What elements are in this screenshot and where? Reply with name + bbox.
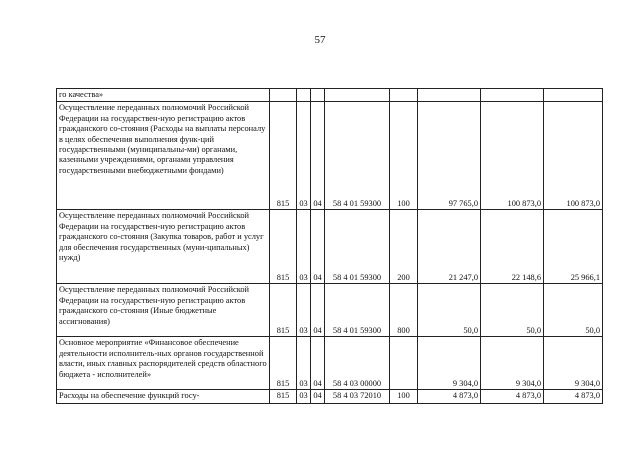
vr-cell: 100	[390, 390, 418, 403]
year1-amount-cell: 9 304,0	[418, 337, 481, 390]
year2-amount-cell: 4 873,0	[481, 390, 544, 403]
row-name-cell: Осуществление переданных полномочий Российской Федерации на государствен-ную регистрацию актов гражданского со-стояния (Закупка товаров, работ и услуг для обеспечения государственных (муни-ципальных) нужд)	[57, 210, 270, 284]
row-name-cell: Осуществление переданных полномочий Российской Федерации на государствен-ную регистрацию актов гражданского со-стояния (Иные бюджетные ассигнования)	[57, 284, 270, 337]
vr-cell	[390, 337, 418, 390]
row-name-cell: го качества»	[57, 89, 270, 102]
year2-amount-cell: 100 873,0	[481, 102, 544, 210]
year3-amount-cell: 100 873,0	[544, 102, 603, 210]
csr-cell: 58 4 03 72010	[325, 390, 390, 403]
table-row	[57, 210, 603, 284]
row-name-cell: Расходы на обеспечение функций госу-	[57, 390, 270, 403]
rz-cell: 03	[297, 284, 311, 337]
year1-amount-cell: 97 765,0	[418, 102, 481, 210]
year2-amount-cell	[481, 89, 544, 102]
year3-amount-cell: 50,0	[544, 284, 603, 337]
gr-cell: 815	[270, 210, 297, 284]
rz-cell: 03	[297, 210, 311, 284]
year2-amount-cell: 9 304,0	[481, 337, 544, 390]
table-row	[57, 337, 603, 390]
pr-cell: 04	[311, 102, 325, 210]
pr-cell: 04	[311, 337, 325, 390]
vr-cell: 200	[390, 210, 418, 284]
gr-cell: 815	[270, 390, 297, 403]
page-number: 57	[314, 34, 326, 46]
table-row	[57, 284, 603, 337]
vr-cell	[390, 89, 418, 102]
pr-cell: 04	[311, 390, 325, 403]
csr-cell: 58 4 03 00000	[325, 337, 390, 390]
year2-amount-cell: 50,0	[481, 284, 544, 337]
gr-cell: 815	[270, 284, 297, 337]
vr-cell: 100	[390, 102, 418, 210]
year1-amount-cell: 50,0	[418, 284, 481, 337]
table-row	[57, 390, 603, 403]
rz-cell	[297, 89, 311, 102]
gr-cell: 815	[270, 337, 297, 390]
year1-amount-cell: 4 873,0	[418, 390, 481, 403]
year3-amount-cell: 9 304,0	[544, 337, 603, 390]
pr-cell: 04	[311, 284, 325, 337]
year3-amount-cell: 4 873,0	[544, 390, 603, 403]
year3-amount-cell	[544, 89, 603, 102]
rz-cell: 03	[297, 102, 311, 210]
csr-cell	[325, 89, 390, 102]
gr-cell	[270, 89, 297, 102]
year1-amount-cell: 21 247,0	[418, 210, 481, 284]
table-row	[57, 102, 603, 210]
table-row	[57, 89, 603, 102]
rz-cell: 03	[297, 337, 311, 390]
vr-cell: 800	[390, 284, 418, 337]
year2-amount-cell: 22 148,6	[481, 210, 544, 284]
gr-cell: 815	[270, 102, 297, 210]
rz-cell: 03	[297, 390, 311, 403]
year1-amount-cell	[418, 89, 481, 102]
year3-amount-cell: 25 966,1	[544, 210, 603, 284]
row-name-cell: Осуществление переданных полномочий Российской Федерации на государствен-ную регистрацию актов гражданского со-стояния (Расходы на выплаты персоналу в целях обеспечения выполнения функ-ций государственными (муниципальны-ми) органами, казенными учреждениями, органами управления государственными внебюджетными фондами)	[57, 102, 270, 210]
budget-table	[56, 88, 603, 404]
csr-cell: 58 4 01 59300	[325, 102, 390, 210]
csr-cell: 58 4 01 59300	[325, 210, 390, 284]
row-name-cell: Основное мероприятие «Финансовое обеспечение деятельности исполнитель-ных органов государственной власти, иных главных распорядителей средств областного бюджета - исполнителей»	[57, 337, 270, 390]
pr-cell: 04	[311, 210, 325, 284]
pr-cell	[311, 89, 325, 102]
csr-cell: 58 4 01 59300	[325, 284, 390, 337]
